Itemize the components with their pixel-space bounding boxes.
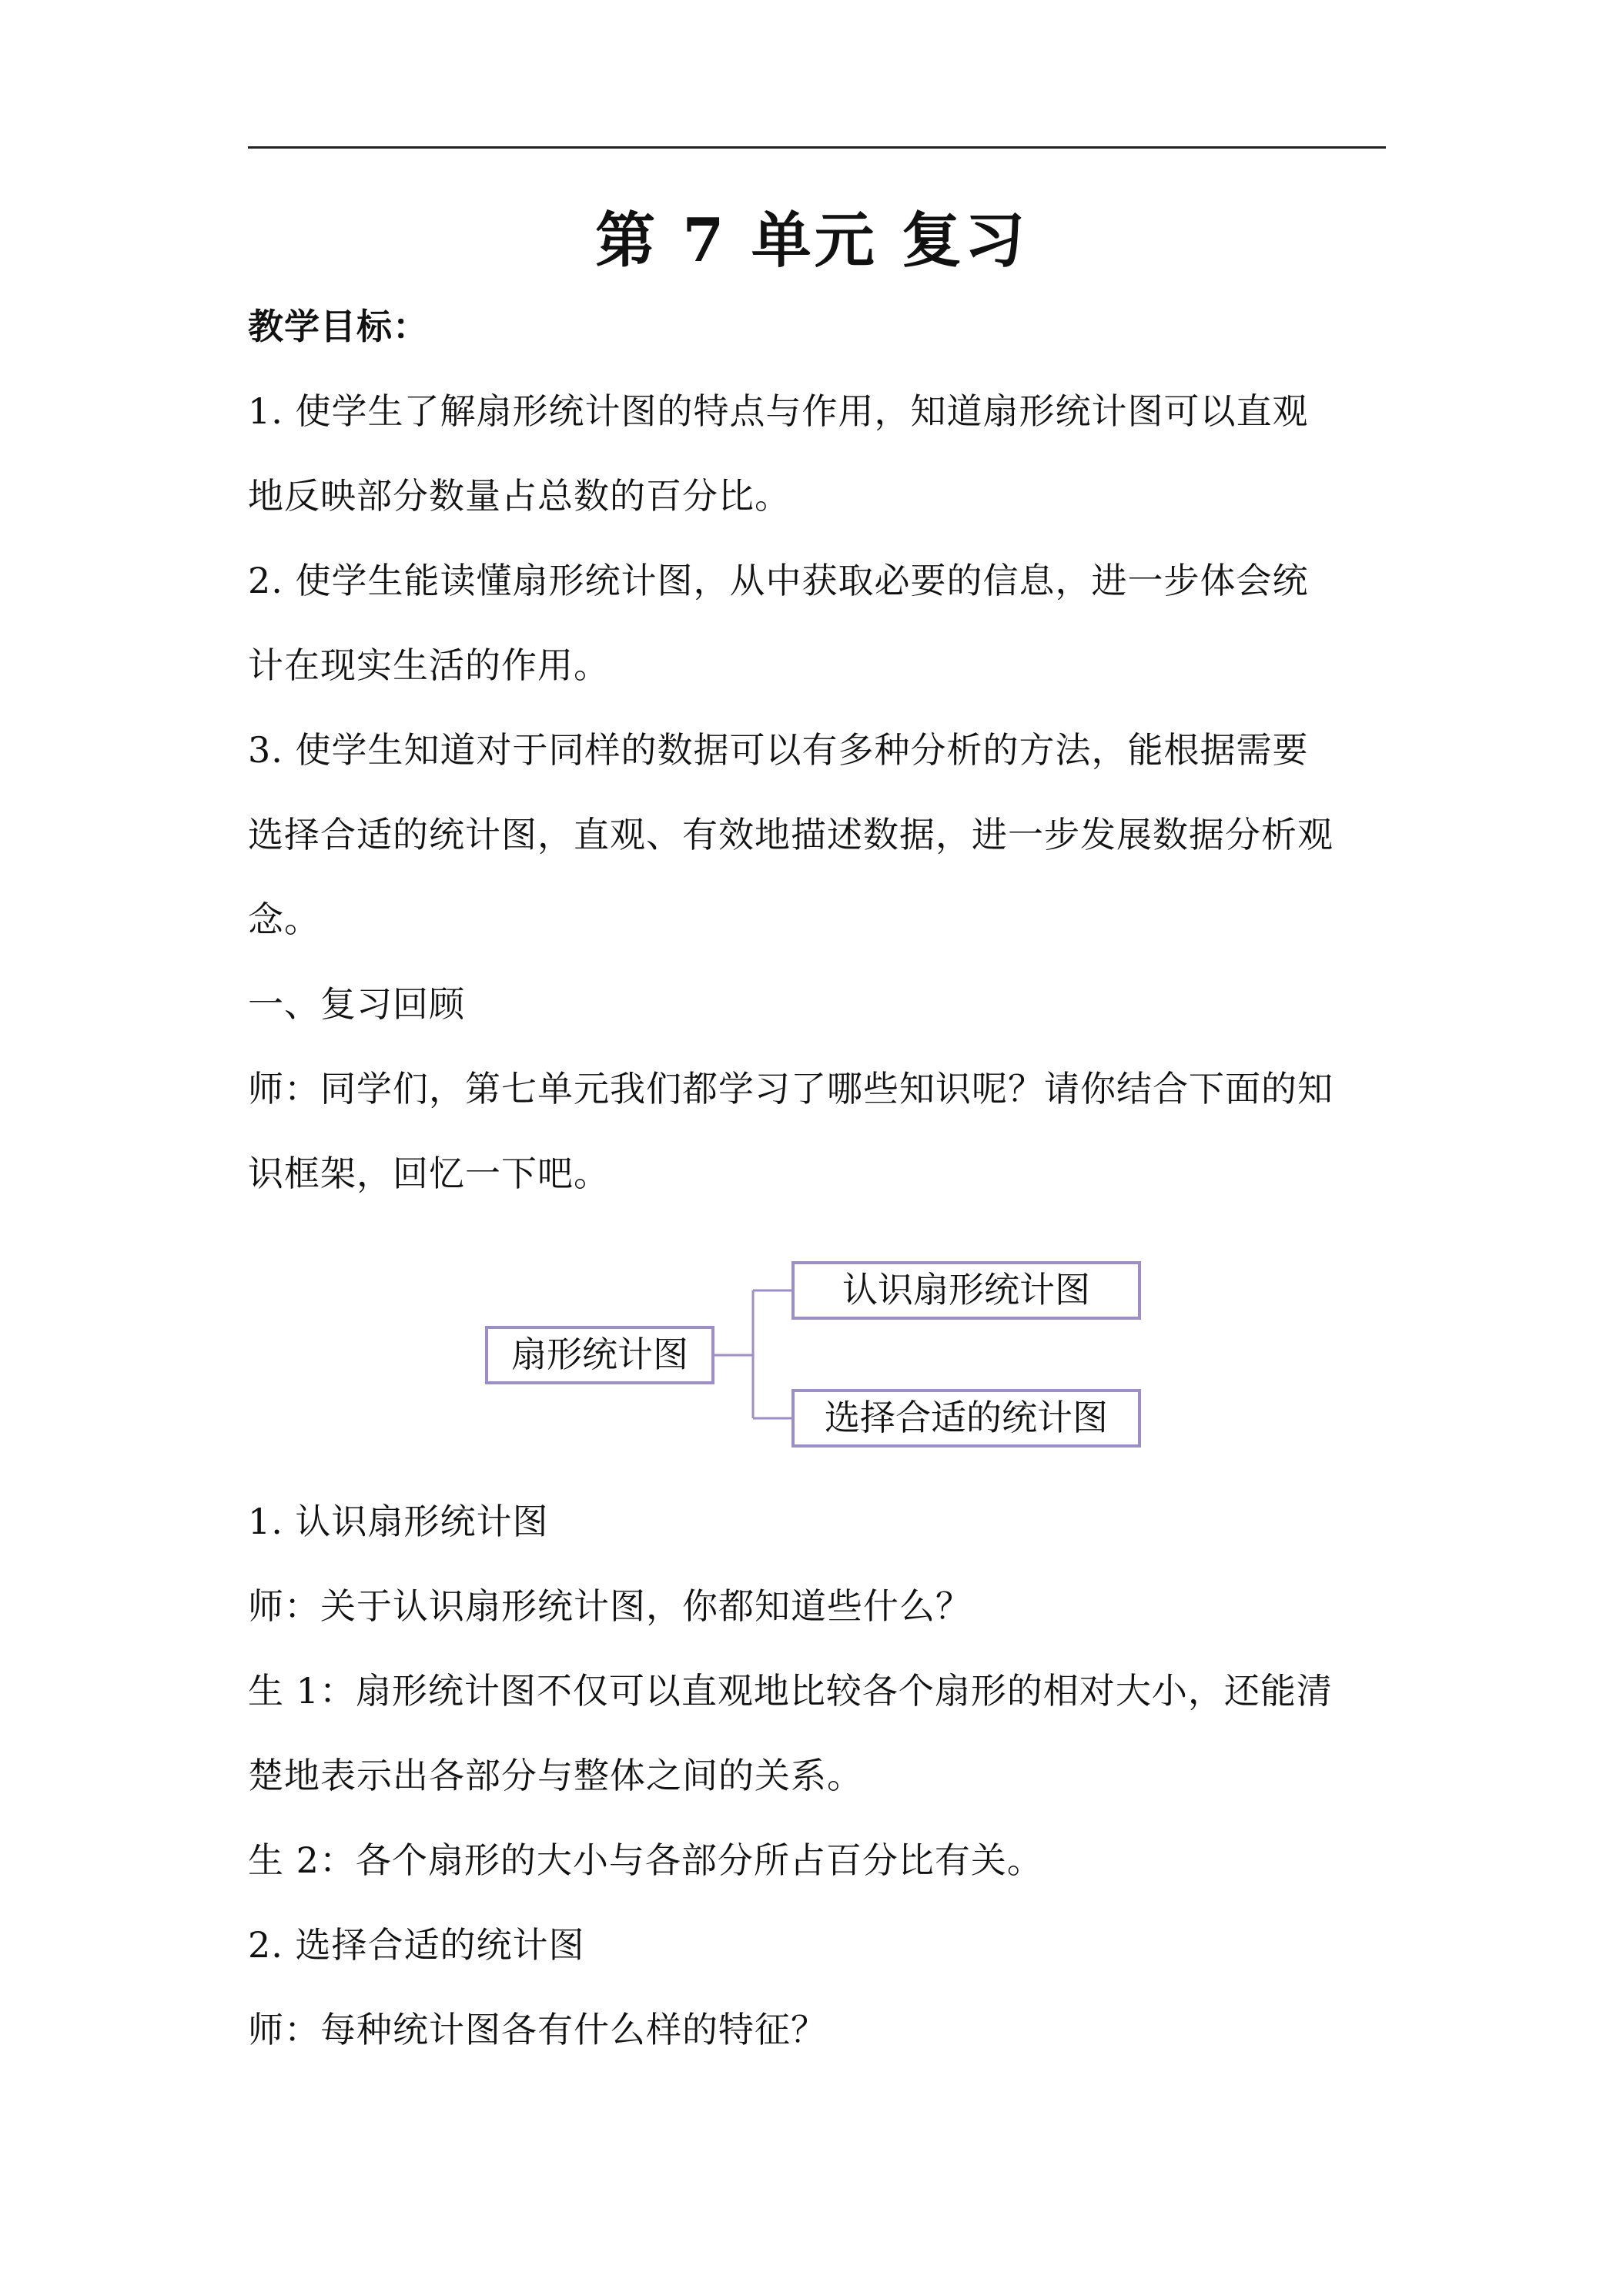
student-2-answer: 生 2：各个扇形的大小与各部分所占百分比有关。 <box>248 1839 1043 1881</box>
objective-1-line-2: 地反映部分数量占总数的百分比。 <box>248 475 791 517</box>
teacher-question-1: 师：关于认识扇形统计图，你都知道些什么？ <box>248 1585 972 1627</box>
teacher-prompt-line-1: 师：同学们，第七单元我们都学习了哪些知识呢？请你结合下面的知 <box>248 1068 1334 1110</box>
header-rule <box>248 146 1386 149</box>
knowledge-framework-diagram <box>477 1253 1155 1455</box>
objective-1-line-1: 1. 使学生了解扇形统计图的特点与作用，知道扇形统计图可以直观 <box>248 390 1309 432</box>
subsection-2-heading: 2. 选择合适的统计图 <box>248 1924 585 1966</box>
section-heading-review: 一、复习回顾 <box>248 983 465 1025</box>
objective-2-line-1: 2. 使学生能读懂扇形统计图，从中获取必要的信息，进一步体会统 <box>248 560 1309 601</box>
objective-3-line-3: 念。 <box>248 899 320 940</box>
diagram-node-pie-chart: 扇形统计图 <box>485 1326 714 1384</box>
diagram-node-understand-pie-chart: 认识扇形统计图 <box>791 1261 1141 1320</box>
objectives-heading: 教学目标： <box>248 306 429 347</box>
subsection-1-heading: 1. 认识扇形统计图 <box>248 1501 549 1542</box>
page-title: 第 7 单元 复习 <box>595 206 1028 276</box>
objective-3-line-1: 3. 使学生知道对于同样的数据可以有多种分析的方法，能根据需要 <box>248 729 1309 771</box>
teacher-prompt-line-2: 识框架，回忆一下吧。 <box>248 1153 610 1194</box>
student-1-answer-line-1: 生 1：扇形统计图不仅可以直观地比较各个扇形的相对大小，还能清 <box>248 1670 1333 1712</box>
teacher-question-2: 师：每种统计图各有什么样的特征？ <box>248 2009 827 2050</box>
diagram-node-choose-chart: 选择合适的统计图 <box>791 1389 1141 1448</box>
objective-2-line-2: 计在现实生活的作用。 <box>248 644 610 686</box>
student-1-answer-line-2: 楚地表示出各部分与整体之间的关系。 <box>248 1755 863 1796</box>
objective-3-line-2: 选择合适的统计图，直观、有效地描述数据，进一步发展数据分析观 <box>248 814 1334 855</box>
